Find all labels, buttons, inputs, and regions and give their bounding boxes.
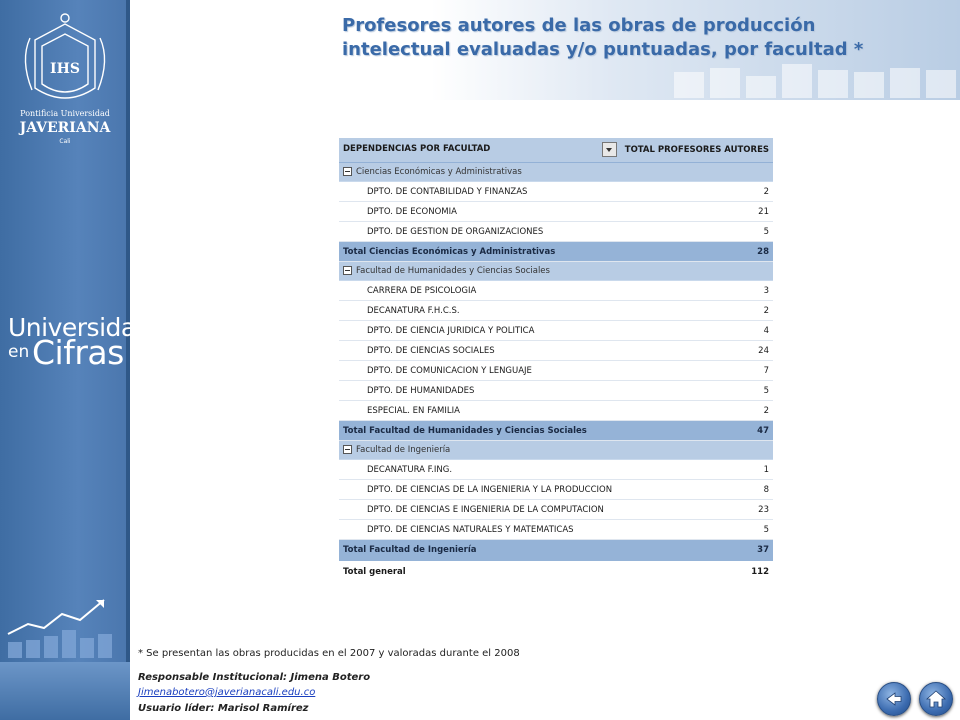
table-row [339, 381, 773, 401]
table-row [339, 341, 773, 361]
row-label: CARRERA DE PSICOLOGIA [339, 281, 621, 301]
table-row [339, 361, 773, 381]
grand-total-label: Total general [339, 560, 621, 583]
grand-total-value: 112 [621, 560, 773, 583]
svg-text:IHS: IHS [50, 61, 80, 77]
total-value: 28 [621, 242, 773, 262]
group-total-row [339, 421, 773, 441]
row-value: 24 [621, 341, 773, 361]
row-label: ESPECIAL. EN FAMILIA [339, 401, 621, 421]
row-value: 2 [621, 401, 773, 421]
table-row [339, 301, 773, 321]
header-bars-decoration [674, 58, 960, 98]
row-label: DECANATURA F.ING. [339, 460, 621, 480]
sidebar-bottom-decoration [0, 662, 130, 720]
row-value: 5 [621, 222, 773, 242]
row-label: DECANATURA F.H.C.S. [339, 301, 621, 321]
row-value: 1 [621, 460, 773, 480]
row-value: 21 [621, 202, 773, 222]
table-row [339, 202, 773, 222]
group-label: Ciencias Económicas y Administrativas [356, 167, 522, 177]
row-value: 4 [621, 321, 773, 341]
row-label: DPTO. DE COMUNICACION Y LENGUAJE [339, 361, 621, 381]
row-label: DPTO. DE GESTION DE ORGANIZACIONES [339, 222, 621, 242]
university-logo [10, 10, 120, 150]
collapse-icon[interactable] [343, 266, 352, 275]
table-row [339, 281, 773, 301]
university-city-text: Cali [59, 138, 71, 145]
row-value: 8 [621, 480, 773, 500]
table-row [339, 222, 773, 242]
collapse-icon[interactable] [343, 445, 352, 454]
table-row [339, 182, 773, 202]
filter-dropdown-icon[interactable] [602, 142, 617, 157]
pivot-table [339, 138, 773, 583]
table-header-row [339, 138, 773, 163]
group-row[interactable] [339, 441, 773, 460]
row-label: DPTO. DE HUMANIDADES [339, 381, 621, 401]
table-row [339, 460, 773, 480]
group-total-row [339, 540, 773, 561]
group-label: Facultad de Ingeniería [356, 445, 451, 455]
back-arrow-icon [878, 683, 910, 715]
row-value: 7 [621, 361, 773, 381]
table-row [339, 480, 773, 500]
home-icon [920, 683, 952, 715]
email-link[interactable]: Jimenabotero@javerianacali.edu.co [138, 687, 316, 698]
group-row[interactable] [339, 262, 773, 281]
page-title: Profesores autores de las obras de producción intelectual evaluadas y/o puntuadas, por facultad * [342, 15, 864, 60]
brand-line-universidad: Universidad [8, 313, 152, 342]
total-label: Total Ciencias Económicas y Administrativas [339, 242, 621, 262]
row-label: DPTO. DE CONTABILIDAD Y FINANZAS [339, 182, 621, 202]
home-button[interactable] [919, 682, 953, 716]
table-row [339, 401, 773, 421]
grand-total-row [339, 560, 773, 583]
footnote: * Se presentan las obras producidas en el 2007 y valoradas durante el 2008 [138, 648, 520, 659]
row-label: DPTO. DE ECONOMIA [339, 202, 621, 222]
row-label: DPTO. DE CIENCIAS E INGENIERIA DE LA COMPUTACION [339, 500, 621, 520]
table-row [339, 520, 773, 540]
group-row[interactable] [339, 163, 773, 182]
total-label: Total Facultad de Ingeniería [339, 540, 621, 561]
group-total-row [339, 242, 773, 262]
total-value: 47 [621, 421, 773, 441]
row-value: 3 [621, 281, 773, 301]
row-label: DPTO. DE CIENCIAS DE LA INGENIERIA Y LA PRODUCCION [339, 480, 621, 500]
university-name-text: JAVERIANA [19, 120, 111, 136]
table-row [339, 500, 773, 520]
leader-text: Usuario líder: Marisol Ramírez [138, 703, 309, 714]
row-value: 2 [621, 301, 773, 321]
row-label: DPTO. DE CIENCIAS SOCIALES [339, 341, 621, 361]
row-value: 5 [621, 520, 773, 540]
collapse-icon[interactable] [343, 167, 352, 176]
table-row [339, 321, 773, 341]
brand-line-cifras: Cifras [32, 333, 124, 372]
total-value: 37 [621, 540, 773, 561]
total-label: Total Facultad de Humanidades y Ciencias Sociales [339, 421, 621, 441]
sidebar [0, 0, 152, 720]
brand-line-en: en [8, 342, 30, 362]
group-label: Facultad de Humanidades y Ciencias Sociales [356, 266, 550, 276]
header-col1-label: DEPENDENCIAS POR FACULTAD [343, 143, 491, 154]
sidebar-edge [126, 0, 130, 720]
responsible-text: Responsable Institucional: Jimena Botero [138, 672, 371, 683]
row-label: DPTO. DE CIENCIAS NATURALES Y MATEMATICAS [339, 520, 621, 540]
back-button[interactable] [877, 682, 911, 716]
table-header-dependencias [339, 138, 621, 163]
row-value: 5 [621, 381, 773, 401]
row-value: 23 [621, 500, 773, 520]
row-value: 2 [621, 182, 773, 202]
growth-chart-icon [4, 590, 124, 660]
row-label: DPTO. DE CIENCIA JURIDICA Y POLITICA [339, 321, 621, 341]
table-header-total: TOTAL PROFESORES AUTORES [621, 138, 773, 163]
university-small-text: Pontificia Universidad [20, 109, 110, 118]
